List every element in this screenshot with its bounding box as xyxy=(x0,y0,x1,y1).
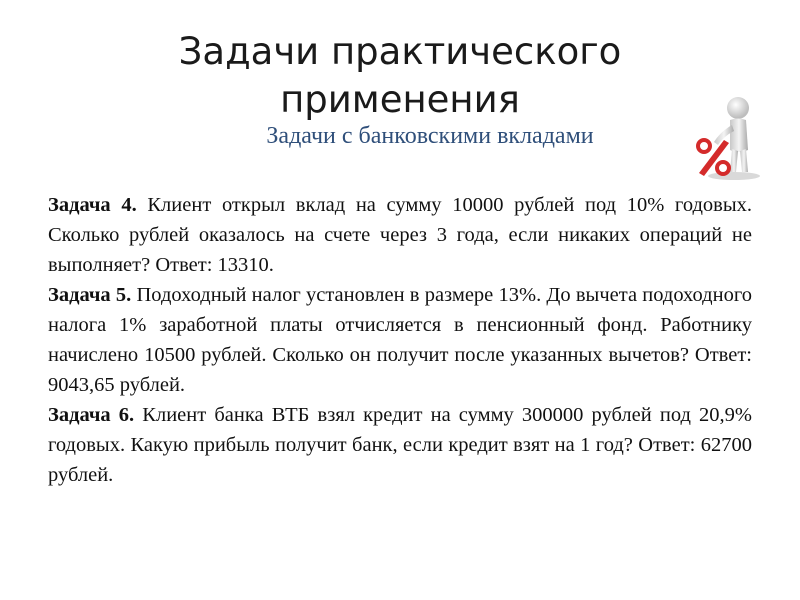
tasks-list xyxy=(48,190,752,490)
task-text: Подоходный налог установлен в размере 13%. До вычета подоходного налога 1% заработной платы отчисляется в пенсионный фонд. Работнику начислено 10500 рублей. Сколько он получит после указанных вычетов? Ответ: 9043,65 рублей. xyxy=(48,284,752,396)
task-label: Задача 6. xyxy=(48,404,135,426)
task-item xyxy=(48,190,752,280)
percent-person-icon xyxy=(690,92,770,182)
slide-title: Задачи практического применения xyxy=(178,30,622,121)
task-label: Задача 5. xyxy=(48,284,132,306)
task-text: Клиент банка ВТБ взял кредит на сумму 300000 рублей под 20,9% годовых. Какую прибыль получит банк, если кредит взят на 1 год? Ответ: 62700 рублей. xyxy=(48,404,752,486)
task-item xyxy=(48,400,752,490)
slide-subtitle: Задачи с банковскими вкладами xyxy=(266,123,594,149)
task-label: Задача 4. xyxy=(48,194,137,216)
task-text: Клиент открыл вклад на сумму 10000 рублей под 10% годовых. Сколько рублей оказалось на счете через 3 года, если никаких операций не выполняет? Ответ: 13310. xyxy=(48,194,752,276)
task-item xyxy=(48,280,752,400)
